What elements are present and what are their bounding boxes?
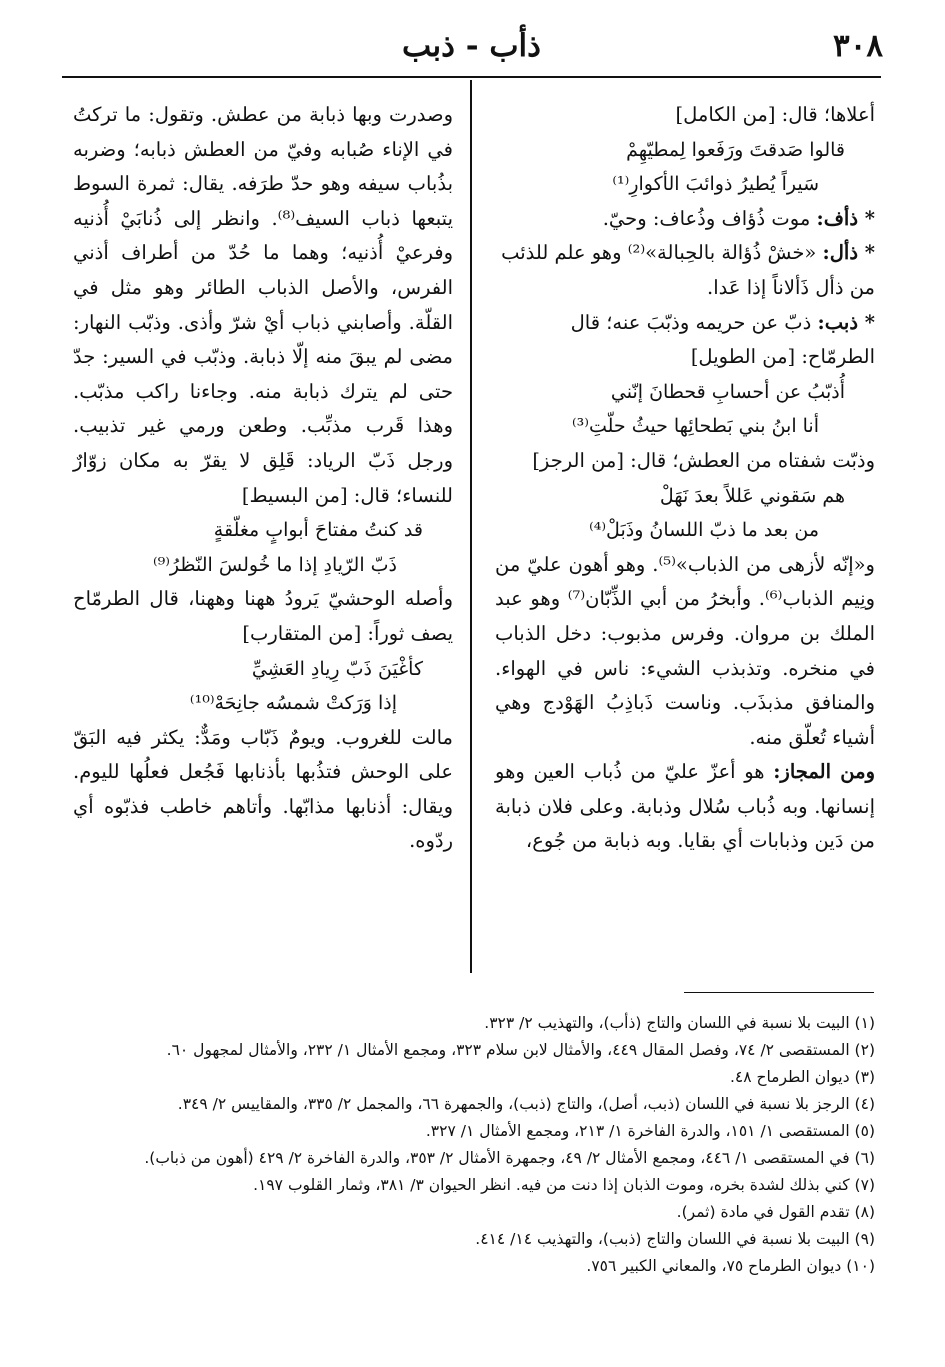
body-paragraph: مالت للغروب. ويومٌ ذَبّاب ومَدٌّ: يكثر فيه البَقّ على الوحش فتذُبها بأذنابها فَجُعل فعلُها لليوم. ويقال: أذنابها مذابّها. وأتاهم خاطب فذبّوه أي ردّوه. (73, 725, 453, 853)
body-paragraph: وصدرت وبها ذبابة من عطش. وتقول: ما تركتُ في الإناء صُبابه وفيّ من العطش ذبابه؛ وضربه بذُباب سيفه وهو حدّ طرَفه. يقال: ثمرة السوط يتبعها ذباب السيف⁽⁸⁾. وانظر إلى ذُنابَيْ أُذنيه وفرعيْ أُذنيه؛ وهما ما حُدّ من أطراف أذني الفرس، والأصل الذباب الطائر وهو مثل في القلّة. وأصابني ذباب أيْ شرّ وأذى. وذبّب النهار: مضى لم يبقَ منه إلّا ذبابة. وذبّب في السير: جدّ حتى لم يترك ذبابة منه. وجاءنا راكب مذبّب. وهذا قَرب مذبِّب. وطعن ورمي غير تذبيب. ورجل ذَبّ الرياد: قَلِق لا يقرّ به مكان زوّارٌ للنساء؛ قال: [من البسيط] (73, 103, 453, 507)
column-divider (470, 80, 472, 973)
footnote: (١٠) ديوان الطرماح ٧٥، والمعاني الكبير ٧٥٦. (586, 1257, 875, 1275)
footnote: (٧) كني بذلك لشدة بخره، وموت الذبان إذا دنت من فيه. انظر الحيوان ٣/ ٣٨١، وثمار القلوب ١٩٧. (253, 1176, 875, 1194)
body-paragraph: و«إنّه لأزهى من الذباب»⁽⁵⁾. وهو أهون عليّ من ونِيم الذباب⁽⁶⁾. وأبخرُ من أبي الذِّبّان⁽⁷⁾ وهو عبد الملك بن مروان. وفرس مذبوب: دخل الذباب في منخره. وتذبذب الشيء: ناس في الهواء. والمنافق مذبذَب. وناست ذَباذِبُ الهَوْدج وهي أشياء تُعلّق منه. (495, 552, 876, 749)
verse-line: ذَبّ الرّيادِ إذا ما خُولسَ النّظرُ⁽⁹⁾ (152, 553, 397, 576)
entry-headword: * ذأل: (822, 241, 875, 265)
entry-headword: * ذبب: (817, 310, 875, 334)
verse-line: من بعد ما ذبّ اللسانُ وذَبَلْ⁽⁴⁾ (589, 519, 819, 542)
verse-line: أُذبّبُ عن أحسابِ قحطانَ إنّني (610, 380, 845, 403)
footnote-rule (684, 992, 874, 993)
verse-line: قد كنتُ مفتاحَ أبوابٍ مغلّقةٍ (213, 519, 423, 542)
entry-headword: * ذأف: (816, 206, 875, 230)
footnote: (٨) تقدم القول في مادة (ثمر). (676, 1203, 875, 1221)
entry-text: ذبّ عن حريمه وذبّبَ عنه؛ قال (570, 310, 818, 334)
verse-line: قالوا صَدقتَ ورَفَعوا لِمطيّهِمْ (626, 138, 845, 161)
entry-text: موت ذُؤاف وذُعاف: وحيّ. (602, 206, 817, 230)
page-number: ٣٠٨ (833, 28, 883, 64)
entry-paragraph (495, 202, 875, 237)
body-paragraph: من ذأل ذَألاناً إذا عَدا. (707, 275, 875, 299)
entry-text: «خشْ ذُؤالة بالحِبالة»⁽²⁾ وهو علم للذئب (501, 241, 823, 265)
entry-text: هو أعزّ عليّ من ذُباب العين وهو إنسانها. وبه ذُباب سُلال وذبابة. وعلى فلان ذبابة من دَين وذبابات أي بقايا. وبه ذبابة من جُوع، (495, 760, 875, 853)
footnote: (٣) ديوان الطرماح ٤٨. (729, 1068, 875, 1086)
footnote: (٢) المستقصى ٢/ ٧٤، وفصل المقال ٤٤٩، والأمثال لابن سلام ٣٢٣، ومجمع الأمثال ١/ ٢٣٢، والأمثال لمجهول ٦٠. (166, 1041, 875, 1059)
body-paragraph: أعلاها؛ قال: [من الكامل] (675, 103, 875, 126)
body-paragraph: وذبّت شفتاه من العطش؛ قال: [من الرجز] (532, 448, 875, 472)
running-title: ذأب - ذبب (402, 28, 541, 64)
verse-line: إذا وَرَكتْ شمسُه جانِحَهْ⁽¹⁰⁾ (189, 692, 397, 715)
footnotes (70, 1010, 875, 1280)
footnote: (٦) في المستقصى ١/ ٤٤٦، ومجمع الأمثال ٢/ ٤٩، وجمهرة الأمثال ٢/ ٣٥٣، والدرة الفاخرة ٢/ ٤٢٩ (أهون من ذباب). (144, 1149, 875, 1167)
entry-paragraph (495, 236, 875, 271)
page-header (60, 28, 883, 72)
body-paragraph: وأصله الوحشيّ يَرودُ ههنا وههنا، قال الطرمّاح يصف ثوراً: [من المتقارب] (73, 587, 453, 645)
header-rule (62, 76, 881, 78)
body-paragraph: الطرمّاح: [من الطويل] (690, 345, 875, 369)
entry-paragraph (495, 306, 875, 341)
left-column (73, 98, 453, 859)
right-column (495, 98, 875, 859)
verse-line: هم سَقوني عَللاً بعدَ نَهَلْ (659, 484, 845, 507)
verse-line: كأغْيَنَ ذَبّ رِيادِ العَشِيِّ (251, 657, 423, 680)
entry-headword: ومن المجاز: (773, 760, 875, 784)
footnote: (٩) البيت بلا نسبة في اللسان والتاج (ذبب)، والتهذيب ١٤/ ٤١٤. (475, 1230, 875, 1248)
verse-line: سَيراً يُطيرُ ذوائبَ الأكوارِ⁽¹⁾ (612, 173, 819, 196)
verse-line: أنا ابنُ بني بَطحائِها حيثُ حلّتِ⁽³⁾ (572, 415, 819, 438)
footnote: (٥) المستقصى ١/ ١٥١، والدرة الفاخرة ١/ ٢١٣، ومجمع الأمثال ١/ ٣٢٧. (425, 1122, 875, 1140)
entry-paragraph (495, 755, 875, 859)
footnote: (٤) الرجز بلا نسبة في اللسان (ذبب، أصل)، والتاج (ذبب)، والجمهرة ٦٦، والمجمل ٢/ ٣٣٥، والمقاييس ٢/ ٣٤٩. (177, 1095, 875, 1113)
footnote: (١) البيت بلا نسبة في اللسان والتاج (ذأب)، والتهذيب ٢/ ٣٢٣. (484, 1014, 875, 1032)
